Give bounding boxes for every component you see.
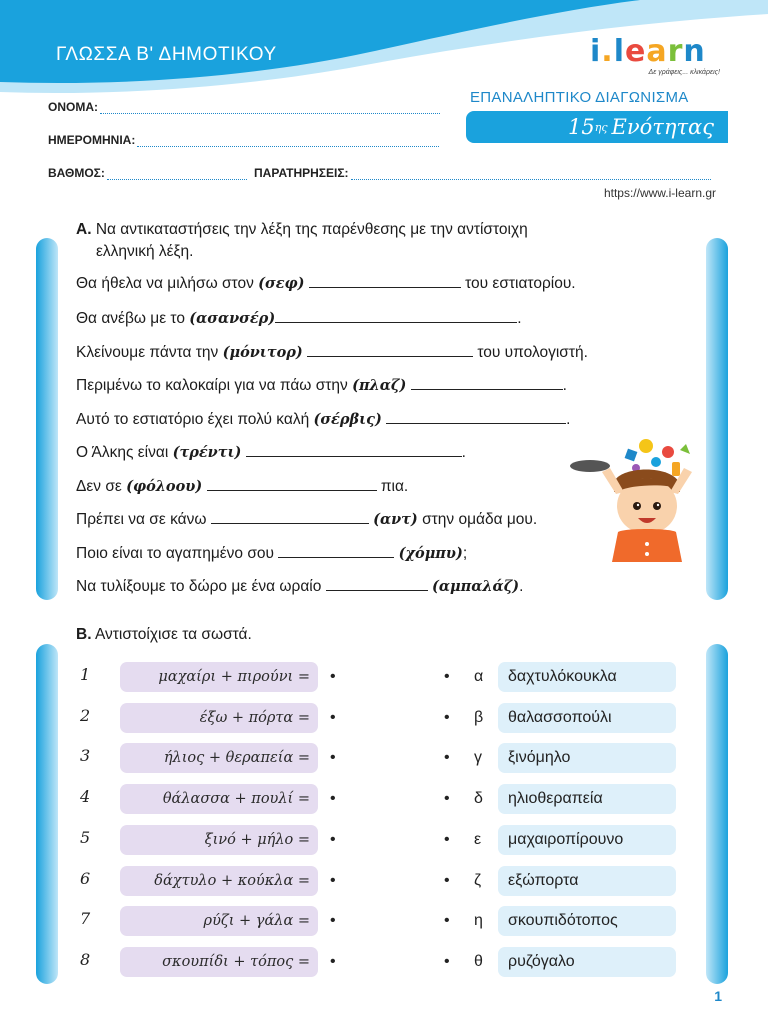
section-b-instruction: Β. Αντιστοίχισε τα σωστά.	[76, 626, 252, 643]
name-label: ΟΝΟΜΑ:	[48, 100, 98, 114]
match-row	[0, 825, 768, 855]
match-number: 1	[80, 665, 91, 684]
match-left-item[interactable]: ρύζι + γάλα =	[120, 906, 318, 936]
unit-label: Ενότητας	[611, 115, 714, 139]
match-row	[0, 662, 768, 692]
match-left-item[interactable]: θάλασσα + πουλί =	[120, 784, 318, 814]
match-letter: δ	[474, 790, 483, 807]
notes-line[interactable]	[351, 168, 711, 180]
answer-blank[interactable]	[411, 376, 563, 390]
match-right-item[interactable]: ξινόμηλο	[498, 743, 676, 773]
section-a-left-bracket	[36, 238, 58, 600]
logo-tagline: Δε γράφεις... κλικάρεις!	[648, 69, 720, 76]
match-number: 7	[80, 909, 91, 928]
ilearn-logo: i.learn Δε γράφεις... κλικάρεις!	[590, 34, 720, 76]
page-number: 1	[714, 988, 722, 1004]
section-b-letter: Β.	[76, 626, 92, 643]
website-url: https://www.i-learn.gr	[603, 186, 716, 200]
match-letter: θ	[474, 953, 483, 970]
notes-label: ΠΑΡΑΤΗΡΗΣΕΙΣ:	[254, 166, 349, 180]
match-left-item[interactable]: σκουπίδι + τόπος =	[120, 947, 318, 977]
match-dot-left[interactable]: •	[330, 872, 336, 889]
date-line[interactable]	[137, 135, 439, 147]
sentence-3: Κλείνουμε πάντα την (μόνιτορ) του υπολογιστή.	[76, 344, 588, 361]
sentence-4: Περιμένω το καλοκαίρι για να πάω στην (πλαζ) .	[76, 377, 567, 394]
match-row	[0, 906, 768, 936]
grade-label: ΒΑΘΜΟΣ:	[48, 166, 105, 180]
match-dot-right[interactable]: •	[444, 831, 450, 848]
answer-blank[interactable]	[275, 309, 517, 323]
answer-blank[interactable]	[211, 510, 369, 524]
answer-blank[interactable]	[246, 443, 462, 457]
date-label: ΗΜΕΡΟΜΗΝΙΑ:	[48, 133, 136, 147]
match-dot-left[interactable]: •	[330, 709, 336, 726]
match-letter: β	[474, 709, 484, 726]
answer-blank[interactable]	[386, 410, 566, 424]
answer-blank[interactable]	[326, 577, 428, 591]
name-field[interactable]	[48, 100, 440, 114]
match-left-item[interactable]: μαχαίρι + πιρούνι =	[120, 662, 318, 692]
match-right-item[interactable]: ρυζόγαλο	[498, 947, 676, 977]
match-dot-right[interactable]: •	[444, 912, 450, 929]
date-field[interactable]	[48, 133, 439, 147]
match-row	[0, 784, 768, 814]
match-right-item[interactable]: σκουπιδότοπος	[498, 906, 676, 936]
match-right-item[interactable]: εξώπορτα	[498, 866, 676, 896]
answer-blank[interactable]	[309, 274, 461, 288]
grade-field[interactable]	[48, 166, 247, 180]
match-letter: η	[474, 912, 483, 929]
sentence-6: Ο Άλκης είναι (τρέντι) .	[76, 444, 466, 461]
match-right-item[interactable]: θαλασσοπούλι	[498, 703, 676, 733]
match-left-item[interactable]: ξινό + μήλο =	[120, 825, 318, 855]
match-number: 5	[80, 828, 91, 847]
match-dot-left[interactable]: •	[330, 749, 336, 766]
sentence-2: Θα ανέβω με το (ασανσέρ) .	[76, 310, 522, 327]
match-dot-left[interactable]: •	[330, 790, 336, 807]
answer-blank[interactable]	[278, 544, 394, 558]
match-row	[0, 947, 768, 977]
section-a-right-bracket	[706, 238, 728, 600]
match-letter: γ	[474, 749, 482, 766]
match-dot-right[interactable]: •	[444, 790, 450, 807]
match-dot-right[interactable]: •	[444, 709, 450, 726]
kid-thinking-illustration	[568, 432, 704, 562]
unit-tab	[466, 111, 728, 143]
section-a-letter: Α.	[76, 221, 92, 238]
match-number: 6	[80, 869, 91, 888]
sentence-9: Ποιο είναι το αγαπημένο σου (χόμπυ);	[76, 545, 468, 562]
match-dot-left[interactable]: •	[330, 668, 336, 685]
match-letter: α	[474, 668, 484, 685]
match-right-item[interactable]: δαχτυλόκουκλα	[498, 662, 676, 692]
match-row	[0, 743, 768, 773]
exam-title: ΕΠΑΝΑΛΗΠΤΙΚΟ ΔΙΑΓΩΝΙΣΜΑ	[470, 89, 689, 106]
match-dot-left[interactable]: •	[330, 912, 336, 929]
match-dot-right[interactable]: •	[444, 953, 450, 970]
match-number: 3	[80, 746, 91, 765]
match-left-item[interactable]: ήλιος + θεραπεία =	[120, 743, 318, 773]
name-line[interactable]	[100, 102, 440, 114]
section-a-instruction: Α. Να αντικαταστήσεις την λέξη της παρένθεσης με την αντίστοιχη ελληνική λέξη.	[76, 221, 528, 260]
match-dot-right[interactable]: •	[444, 668, 450, 685]
match-right-item[interactable]: ηλιοθεραπεία	[498, 784, 676, 814]
sentence-1: Θα ήθελα να μιλήσω στον (σεφ) του εστιατορίου.	[76, 275, 576, 292]
match-left-item[interactable]: δάχτυλο + κούκλα =	[120, 866, 318, 896]
match-number: 8	[80, 950, 91, 969]
match-number: 4	[80, 787, 91, 806]
match-dot-right[interactable]: •	[444, 749, 450, 766]
grade-line[interactable]	[107, 168, 247, 180]
match-number: 2	[80, 706, 91, 725]
answer-blank[interactable]	[307, 343, 473, 357]
match-right-item[interactable]: μαχαιροπίρουνο	[498, 825, 676, 855]
sentence-10: Να τυλίξουμε το δώρο με ένα ωραίο (αμπαλάζ).	[76, 578, 524, 595]
match-dot-left[interactable]: •	[330, 953, 336, 970]
subject-title: ΓΛΩΣΣΑ Β' ΔΗΜΟΤΙΚΟΥ	[56, 44, 277, 65]
unit-number: 15	[568, 115, 595, 139]
sentence-8: Πρέπει να σε κάνω (αντ) στην ομάδα μου.	[76, 511, 538, 528]
match-row	[0, 703, 768, 733]
answer-blank[interactable]	[207, 477, 377, 491]
match-letter: ζ	[474, 872, 482, 889]
match-dot-right[interactable]: •	[444, 872, 450, 889]
match-letter: ε	[474, 831, 482, 848]
unit-suffix: ης	[594, 120, 608, 134]
sentence-5: Αυτό το εστιατόριο έχει πολύ καλή (σέρβις) .	[76, 411, 571, 428]
match-row	[0, 866, 768, 896]
match-left-item[interactable]: έξω + πόρτα =	[120, 703, 318, 733]
notes-field[interactable]	[254, 166, 711, 180]
sentence-7: Δεν σε (φόλοου) πια.	[76, 478, 409, 495]
match-dot-left[interactable]: •	[330, 831, 336, 848]
